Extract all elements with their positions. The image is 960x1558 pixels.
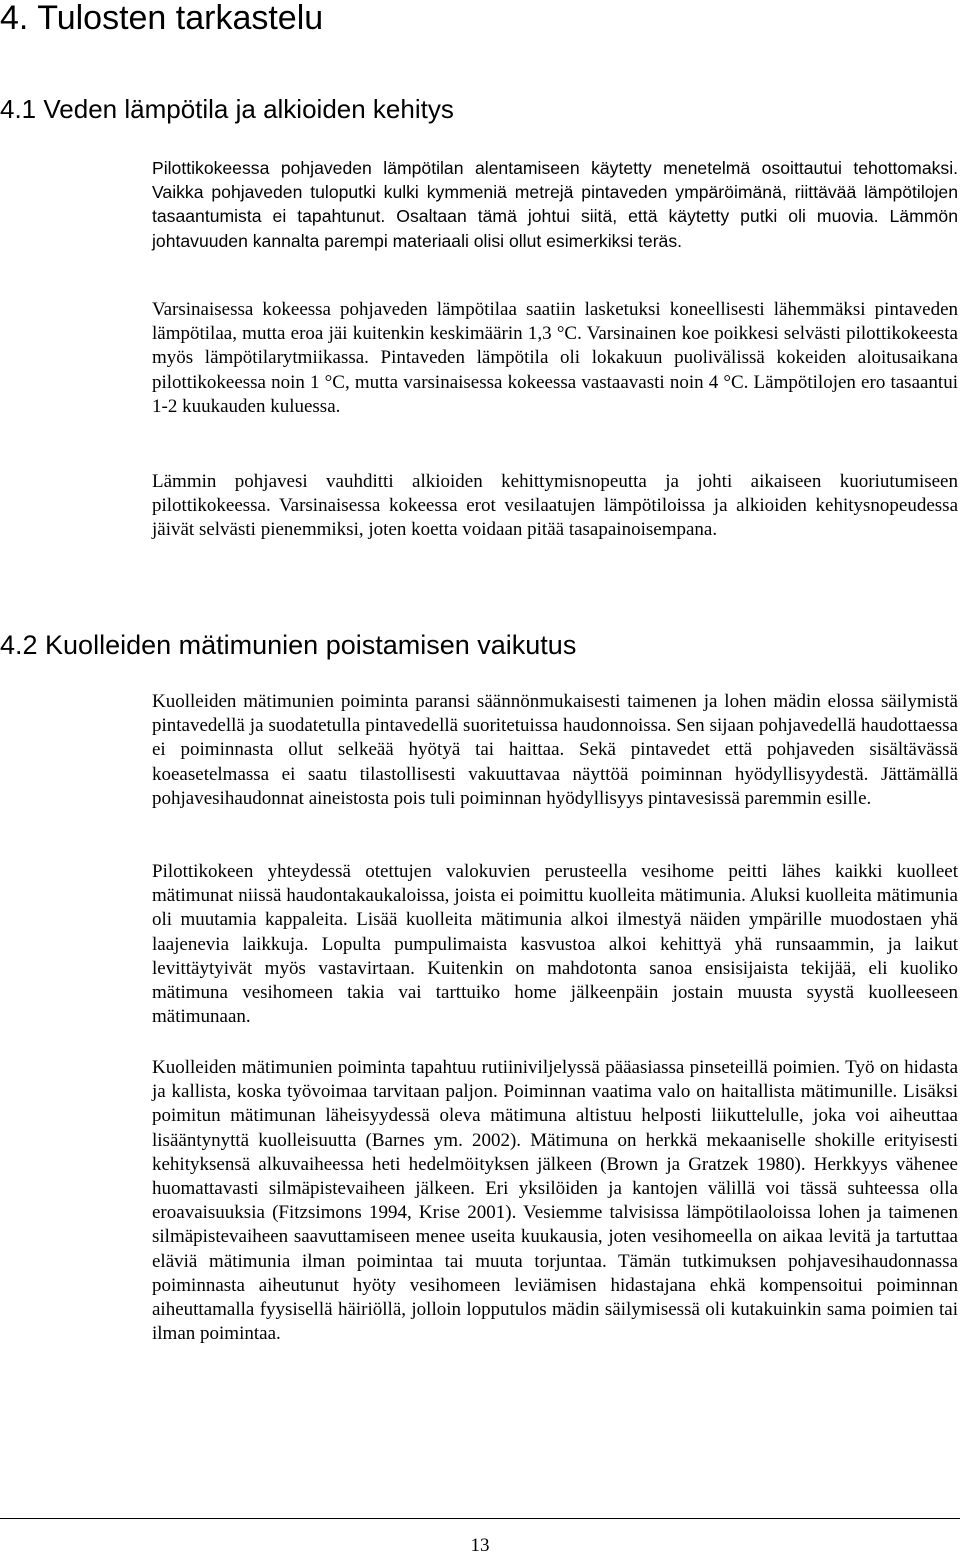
- page-number: 13: [470, 1535, 490, 1556]
- section-heading-4-2: 4.2 Kuolleiden mätimunien poistamisen vaikutus: [0, 630, 577, 660]
- paragraph: Pilottikokeen yhteydessä otettujen valokuvien perusteella vesihome peitti lähes kaikki kuolleet mätimunat niissä haudontakaukaloissa, joista ei poimittu kuolleita mätimunia. Aluksi kuolleita mätimunia oli muutamia kappaleita. Lisää kuolleita mätimunia alkoi ilmestyä näiden ympärille muodostaen yhä laajenevia laikkuja. Lopulta pumpulimaista kasvustoa alkoi kehittyä yhä runsaammin, ja laikut levittäytyivät myös vastavirtaan. Kuitenkin on mahdotonta sanoa ensisijaista tekijää, eli kuoliko mätimuna vesihomeen takia vai tarttuiko home jälkeenpäin jostain muusta syystä kuolleeseen mätimunaan.: [152, 861, 958, 1028]
- paragraph: Pilottikokeessa pohjaveden lämpötilan alentamiseen käytetty menetelmä osoittautui tehottomaksi. Vaikka pohjaveden tuloputki kulki kymmeniä metrejä pintaveden ympäröimänä, riittävää lämpötilojen tasaantumista ei tapahtunut. Osaltaan tämä johtui siitä, että käytetty putki oli muovia. Lämmön johtavuuden kannalta parempi materiaali olisi ollut esimerkiksi teräs.: [152, 158, 958, 251]
- paragraph: Kuolleiden mätimunien poiminta tapahtuu rutiiniviljelyssä pääasiassa pinseteillä poimien. Työ on hidasta ja kallista, koska työvoimaa tarvitaan paljon. Poiminnan vaatima valo on haitallista mätimunille. Lisäksi poimitun mätimunan läheisyydessä oleva mätimuna altistuu helposti liikuttelulle, joka voi aiheuttaa lisääntynyttä kuolleisuutta (Barnes ym. 2002). Mätimuna on herkkä mekaaniselle shokille erityisesti kehityksensä alkuvaiheessa heti hedelmöityksen jälkeen (Brown ja Gratzek 1980). Herkkyys vähenee huomattavasti silmäpistevaiheen jälkeen. Eri yksilöiden ja kantojen välillä voi tässä suhteessa olla eroavaisuuksia (Fitzsimons 1994, Krise 2001). Vesiemme talvisissa lämpötilaoloissa lohen ja taimenen silmäpistevaiheen saavuttamiseen menee useita kuukausia, joten vesihomeella on aikaa levitä ja tartuttaa eläviä mätimunia ilman poimintaa tai muuta torjuntaa. Tämän tutkimuksen pohjavesihaudonnassa poiminnasta aiheutunut hyöty vesihomeen leviämisen hidastajana ehkä kompensoitui poiminnan aiheuttamalla fyysisellä häiriöllä, jolloin lopputulos mädin säilymisessä oli kutakuinkin sama poimien tai ilman poimintaa.: [152, 1057, 958, 1345]
- footer-rule: [0, 1518, 960, 1519]
- paragraph: Lämmin pohjavesi vauhditti alkioiden kehittymisnopeutta ja johti aikaiseen kuoriutumiseen pilottikokeessa. Varsinaisessa kokeessa erot vesilaatujen lämpötiloissa ja alkioiden kehitysnopeudessa jäivät selvästi pienemmiksi, joten koetta voidaan pitää tasapainoisempana.: [152, 471, 958, 541]
- paragraph: Kuolleiden mätimunien poiminta paransi säännönmukaisesti taimenen ja lohen mädin elossa säilymistä pintavedellä ja suodatetulla pintavedellä suoritetuissa haudonnoissa. Sen sijaan pohjavedellä haudottaessa ei poiminnasta ollut selkeää hyötyä tai haittaa. Sekä pintavedet että pohjaveden sisältävässä koeasetelmassa ei saatu tilastollisesti vakuuttavaa näyttöä poiminnan hyödyllisyydestä. Jättämällä pohjavesihaudonnat aineistosta pois tuli poiminnan hyödyllisyys pintavesissä paremmin esille.: [152, 691, 958, 809]
- paragraph: Varsinaisessa kokeessa pohjaveden lämpötilaa saatiin lasketuksi koneellisesti lähemmäksi pintaveden lämpötilaa, mutta eroa jäi kuitenkin keskimäärin 1,3 °C. Varsinainen koe poikkesi selvästi pilottikokeesta myös lämpötilarytmiikassa. Pintaveden lämpötila oli lokakuun puolivälissä kokeiden aloitusaikana pilottikokeessa noin 1 °C, mutta varsinaisessa kokeessa vastaavasti noin 4 °C. Lämpötilojen ero tasaantui 1-2 kuukauden kuluessa.: [152, 299, 958, 417]
- chapter-heading: 4. Tulosten tarkastelu: [0, 0, 324, 37]
- section-heading-4-1: 4.1 Veden lämpötila ja alkioiden kehitys: [0, 94, 454, 124]
